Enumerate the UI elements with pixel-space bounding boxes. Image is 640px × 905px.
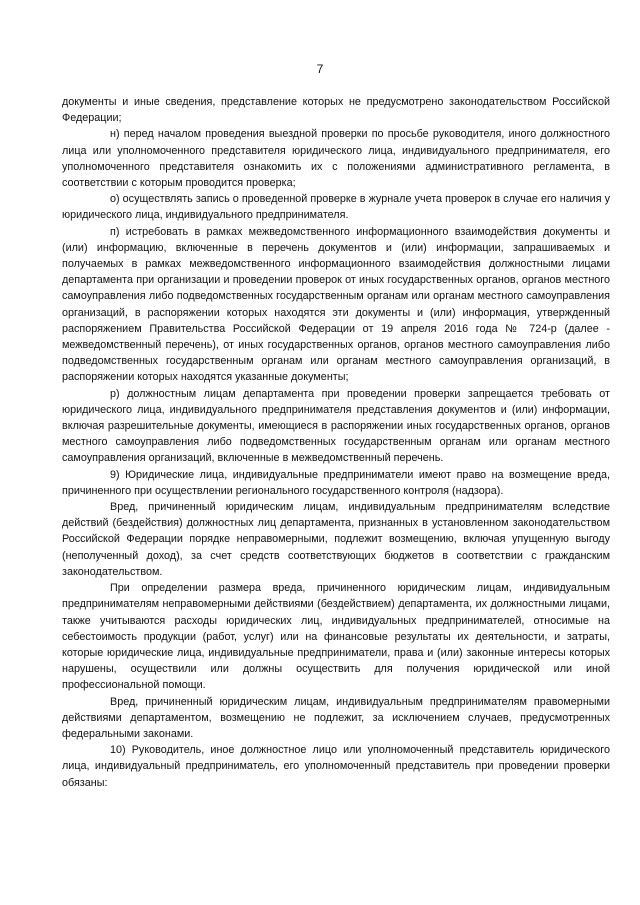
paragraph-continuation: документы и иные сведения, представление которых не предусмотрено законодательством Российской Федерации; [62, 96, 610, 125]
page-number: 7 [316, 62, 324, 76]
paragraph-harm-compensation: Вред, причиненный юридическим лицам, индивидуальным предпринимателям вследствие действий (бездействия) должностных лиц департамента, признанных в установленном законодательством Российской Федерации порядке неправомерными, подлежит возмещению, включая упущенную выгоду (неполученный доход), за счет средств соответствующих бюджетов в соответствии с гражданским законодательством. [62, 501, 610, 578]
paragraph-harm-size: При определении размера вреда, причиненного юридическим лицам, индивидуальным предпринимателям неправомерными действиями (бездействием) департамента, их должностными лицами, также учитываются расходы юридических лиц, индивидуальных предпринимателей, относимые на себестоимость продукции (работ, услуг) или на финансовые результаты их деятельности, и затраты, которые юридические лица, индивидуальные предприниматели, права и (или) законные интересы которых нарушены, осуществили или должны осуществить для получения юридической или иной профессиональной помощи. [62, 582, 610, 692]
document-body [62, 94, 610, 791]
paragraph-item-n: н) перед началом проведения выездной проверки по просьбе руководителя, иного должностного лица или уполномоченного представителя юридического лица, индивидуального предпринимателя, его уполномоченного представителя ознакомить их с положениями административного регламента, в соответствии с которым проводится проверка; [62, 128, 610, 190]
paragraph-section-10: 10) Руководитель, иное должностное лицо или уполномоченный представитель юридического лица, индивидуальный предприниматель, его уполномоченный представитель при проведении проверки обязаны: [62, 744, 610, 789]
paragraph-item-o: о) осуществлять запись о проведенной проверке в журнале учета проверок в случае его наличия у юридического лица, индивидуального предпринимателя. [62, 193, 610, 222]
paragraph-section-9: 9) Юридические лица, индивидуальные предприниматели имеют право на возмещение вреда, причиненного при осуществлении регионального государственного контроля (надзора). [62, 468, 610, 497]
paragraph-item-p: п) истребовать в рамках межведомственного информационного взаимодействия документы и (или) информацию, включенные в перечень документов и (или) информации, запрашиваемых и получаемых в рамках межведомственного информационного взаимодействия должностными лицами департамента при организации и проведении проверок от иных государственных органов, органов местного самоуправления либо подведомственных государственным органам или органам местного самоуправления организаций, в распоряжении которых находятся эти документы и (или) информация, утвержденный распоряжением Правительства Российской Федерации от 19 апреля 2016 года № 724-р (далее - межведомственный перечень), от иных государственных органов, органов местного самоуправления либо подведомственных государственным органам или органам местного самоуправления организаций, в распоряжении которых находятся указанные документы; [62, 225, 610, 384]
paragraph-item-r: р) должностным лицам департамента при проведении проверки запрещается требовать от юридического лица, индивидуального предпринимателя представления документов и (или) информации, включая разрешительные документы, имеющиеся в распоряжении иных государственных органов, органов местного самоуправления либо подведомственных государственным органам или органам местного самоуправления организаций, включенные в межведомственный перечень. [62, 387, 610, 465]
paragraph-lawful-actions: Вред, причиненный юридическим лицам, индивидуальным предпринимателям правомерными действиями департаментом, возмещению не подлежит, за исключением случаев, предусмотренных федеральными законами. [62, 695, 610, 740]
